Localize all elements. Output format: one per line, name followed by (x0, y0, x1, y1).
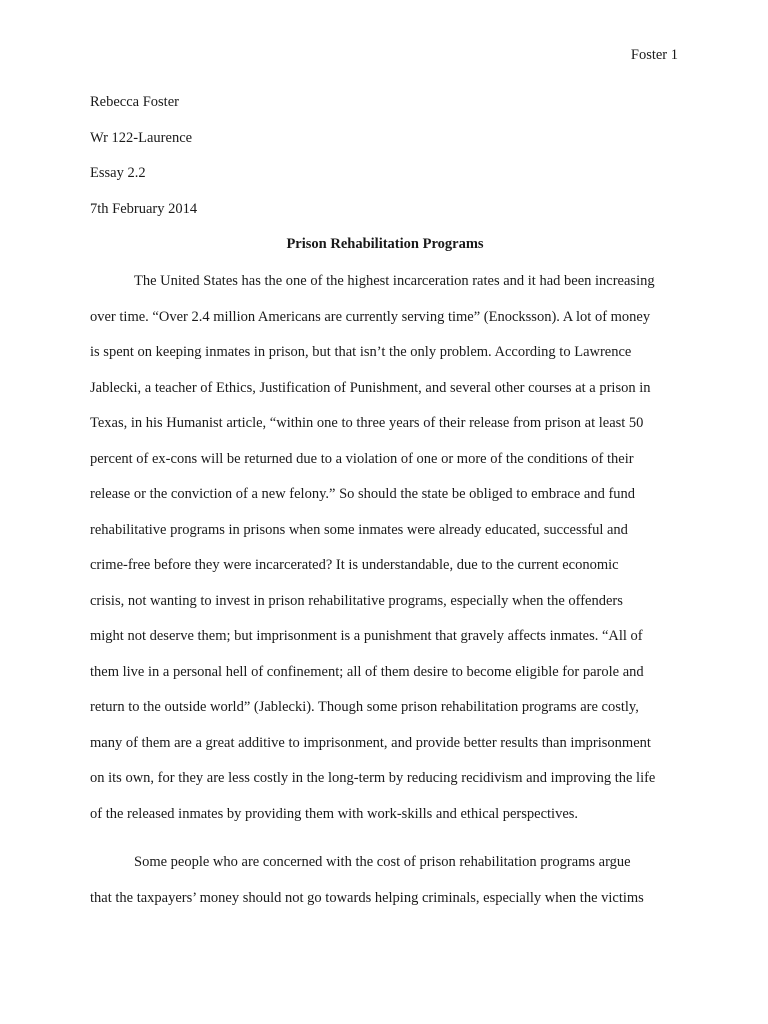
paragraph-1-line: crime-free before they were incarcerated? It is understandable, due to the current economic (90, 557, 619, 573)
course-name: Wr 122-Laurence (90, 129, 193, 146)
author-name: Rebecca Foster (90, 94, 179, 110)
running-head: Foster 1 (630, 47, 678, 63)
paragraph-1-line: them live in a personal hell of confinement; all of them desire to become eligible for parole and (90, 663, 644, 680)
essay-title: Prison Rehabilitation Programs (286, 236, 484, 252)
paragraph-1-line: rehabilitative programs in prisons when some inmates were already educated, successful and (90, 521, 628, 538)
paragraph-1-line: might not deserve them; but imprisonment is a punishment that gravely affects inmates. “All of (90, 628, 643, 644)
paragraph-1-line: release or the conviction of a new felony.” So should the state be obliged to embrace and fund (90, 486, 636, 502)
paragraph-1-line: on its own, for they are less costly in the long-term by reducing recidivism and improving the life (90, 770, 656, 786)
paragraph-1-line: percent of ex-cons will be returned due to a violation of one or more of the conditions of their (90, 450, 634, 467)
paragraph-2-line: that the taxpayers’ money should not go towards helping criminals, especially when the victims (90, 889, 644, 906)
paragraph-1-line: return to the outside world” (Jablecki). Though some prison rehabilitation programs are costly, (90, 699, 639, 715)
assignment-name: Essay 2.2 (90, 165, 146, 181)
paragraph-1-line: of the released inmates by providing them with work-skills and ethical perspectives. (90, 805, 579, 822)
paragraph-1-line: crisis, not wanting to invest in prison rehabilitative programs, especially when the offenders (90, 592, 623, 609)
essay-date: 7th February 2014 (90, 200, 198, 217)
paragraph-1-line: is spent on keeping inmates in prison, but that isn’t the only problem. According to Lawrence (90, 344, 632, 360)
paragraph-1-line: The United States has the one of the highest incarceration rates and it had been increasing (134, 273, 655, 289)
paragraph-2-line: Some people who are concerned with the cost of prison rehabilitation programs argue (134, 854, 631, 870)
mla-heading (90, 93, 680, 235)
paragraph-1-line: Jablecki, a teacher of Ethics, Justification of Punishment, and several other courses at a prison in (90, 379, 651, 396)
paragraph-1-line: over time. “Over 2.4 million Americans are currently serving time” (Enocksson). A lot of money (90, 308, 651, 325)
paragraph-1-line: Texas, in his Humanist article, “within one to three years of their release from prison at least 50 (90, 415, 644, 431)
paragraph-1-line: many of them are a great additive to imprisonment, and provide better results than imprisonment (90, 734, 651, 751)
